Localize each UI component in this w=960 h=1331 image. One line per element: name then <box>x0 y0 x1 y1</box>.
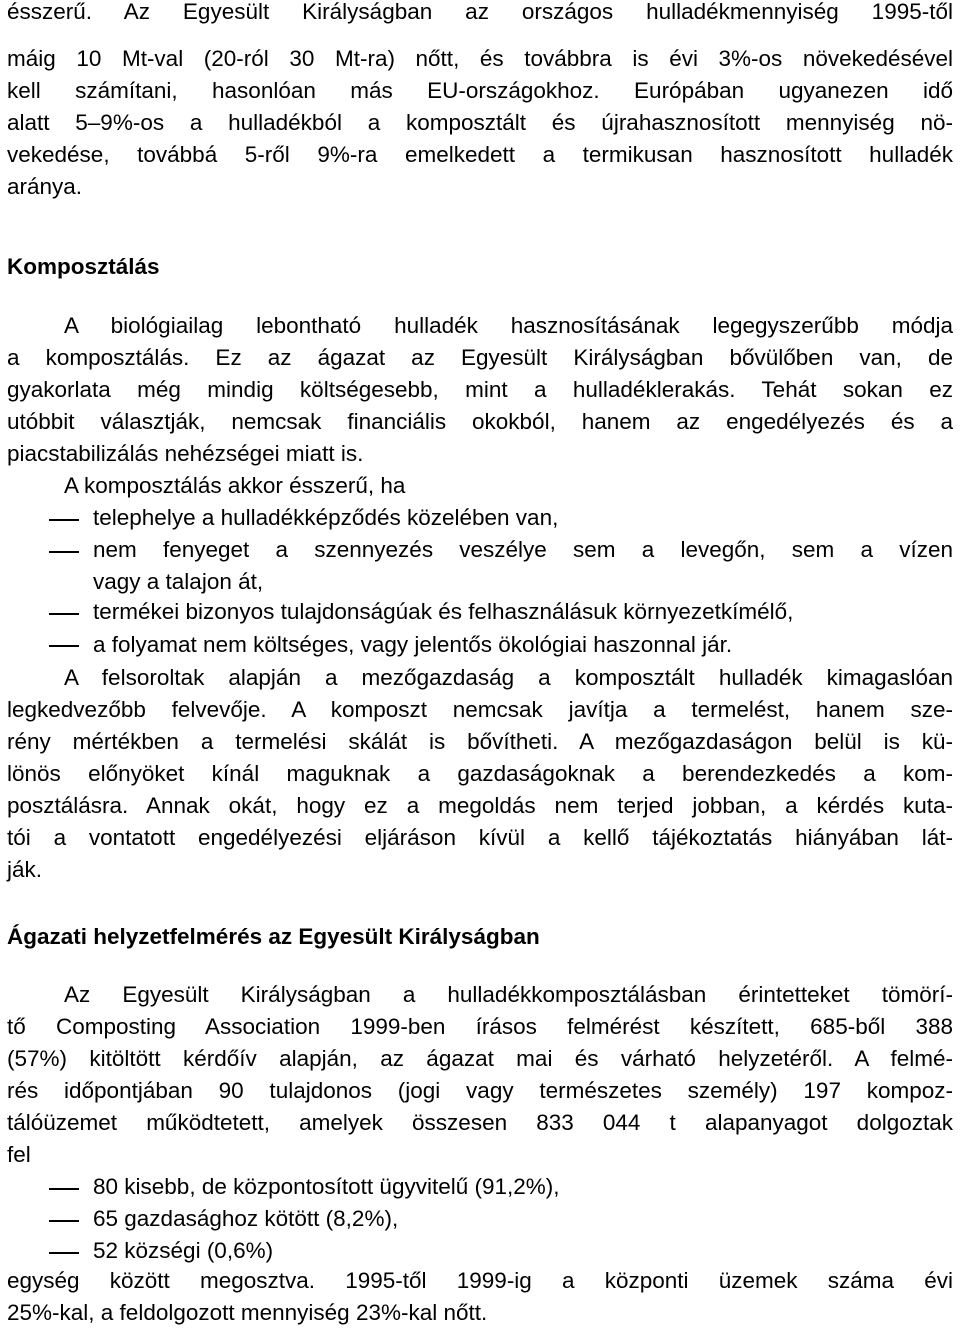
list-item: termékei bizonyos tulajdonságúak és felhasználásuk környezetkímélő, <box>93 599 794 624</box>
paragraph-line: gyakorlata még mindig költségesebb, mint a hulladéklerakás. Tehát sokan ez <box>7 377 953 402</box>
paragraph-line: a komposztálás. Ez az ágazat az Egyesült Királyságban bővülőben van, de <box>7 345 953 370</box>
paragraph-line: posztálásra. Annak okát, hogy ez a megoldás nem terjed jobban, a kérdés kuta- <box>7 793 953 818</box>
intro-line: máig 10 Mt-val (20-ról 30 Mt-ra) nőtt, és továbbra is évi 3%-os növekedésével <box>7 46 953 71</box>
paragraph-line: fel <box>7 1142 31 1167</box>
dash-bullet-icon <box>49 1188 79 1190</box>
paragraph-line: piacstabilizálás nehézségei miatt is. <box>7 441 364 466</box>
paragraph-line: rés időpontjában 90 tulajdonos (jogi vagy természetes személy) 197 kompoz- <box>7 1078 953 1103</box>
dash-bullet-icon <box>49 519 79 521</box>
dash-bullet-icon <box>49 551 79 553</box>
paragraph-line: tő Composting Association 1999-ben írásos felmérést készített, 685-ből 388 <box>7 1014 953 1039</box>
paragraph-line: legkedvezőbb felvevője. A komposzt nemcsak javítja a termelést, hanem sze- <box>7 697 953 722</box>
intro-line: ésszerű. Az Egyesült Királyságban az országos hulladékmennyiség 1995-től <box>7 0 953 24</box>
list-item: nem fenyeget a szennyezés veszélye sem a levegőn, sem a vízen <box>93 537 953 562</box>
list-item-continuation: vagy a talajon át, <box>93 569 264 594</box>
list-item: a folyamat nem költséges, vagy jelentős ökológiai haszonnal jár. <box>93 632 733 657</box>
paragraph-line: Az Egyesült Királyságban a hulladékkomposztálásban érintetteket tömörí- <box>64 982 953 1007</box>
section-heading-agazati-helyzetfelmeres: Ágazati helyzetfelmérés az Egyesült Királyságban <box>7 924 540 949</box>
paragraph-line: A felsoroltak alapján a mezőgazdaság a komposztált hulladék kimagaslóan <box>64 665 953 690</box>
intro-line: alatt 5–9%-os a hulladékból a komposztált és újrahasznosított mennyiség nö- <box>7 110 953 135</box>
list-item: 52 községi (0,6%) <box>93 1238 274 1263</box>
paragraph-line: utóbbit választják, nemcsak financiális okokból, hanem az engedélyezés és a <box>7 409 953 434</box>
paragraph-line: tálóüzemet működtetett, amelyek összesen 833 044 t alapanyagot dolgoztak <box>7 1110 953 1135</box>
paragraph-line: rény mértékben a termelési skálát is bővítheti. A mezőgazdaságon belül is kü- <box>7 729 953 754</box>
section-heading-komposztalas: Komposztálás <box>7 254 160 279</box>
list-item: 65 gazdasághoz kötött (8,2%), <box>93 1206 399 1231</box>
list-lead: A komposztálás akkor ésszerű, ha <box>64 473 406 498</box>
list-item: telephelye a hulladékképződés közelében van, <box>93 505 559 530</box>
intro-line: vekedése, továbbá 5-ről 9%-ra emelkedett a termikusan hasznosított hulladék <box>7 142 953 167</box>
paragraph-line: (57%) kitöltött kérdőív alapján, az ágazat mai és várható helyzetéről. A felmé- <box>7 1046 953 1071</box>
dash-bullet-icon <box>49 1220 79 1222</box>
dash-bullet-icon <box>49 613 79 615</box>
paragraph-line: egység között megosztva. 1995-től 1999-ig a központi üzemek száma évi <box>7 1268 953 1293</box>
intro-line: kell számítani, hasonlóan más EU-országokhoz. Európában ugyanezen idő <box>7 78 953 103</box>
dash-bullet-icon <box>49 645 79 647</box>
paragraph-line: lönös előnyöket kínál maguknak a gazdaságoknak a berendezkedés a kom- <box>7 761 953 786</box>
dash-bullet-icon <box>49 1252 79 1254</box>
intro-line: aránya. <box>7 174 83 199</box>
paragraph-line: 25%-kal, a feldolgozott mennyiség 23%-kal nőtt. <box>7 1300 488 1325</box>
paragraph-line: A biológiailag lebontható hulladék hasznosításának legegyszerűbb módja <box>64 313 953 338</box>
paragraph-line: ják. <box>7 857 43 882</box>
list-item: 80 kisebb, de központosított ügyvitelű (91,2%), <box>93 1174 560 1199</box>
paragraph-line: tói a vontatott engedélyezési eljáráson kívül a kellő tájékoztatás hiányában lát- <box>7 825 953 850</box>
